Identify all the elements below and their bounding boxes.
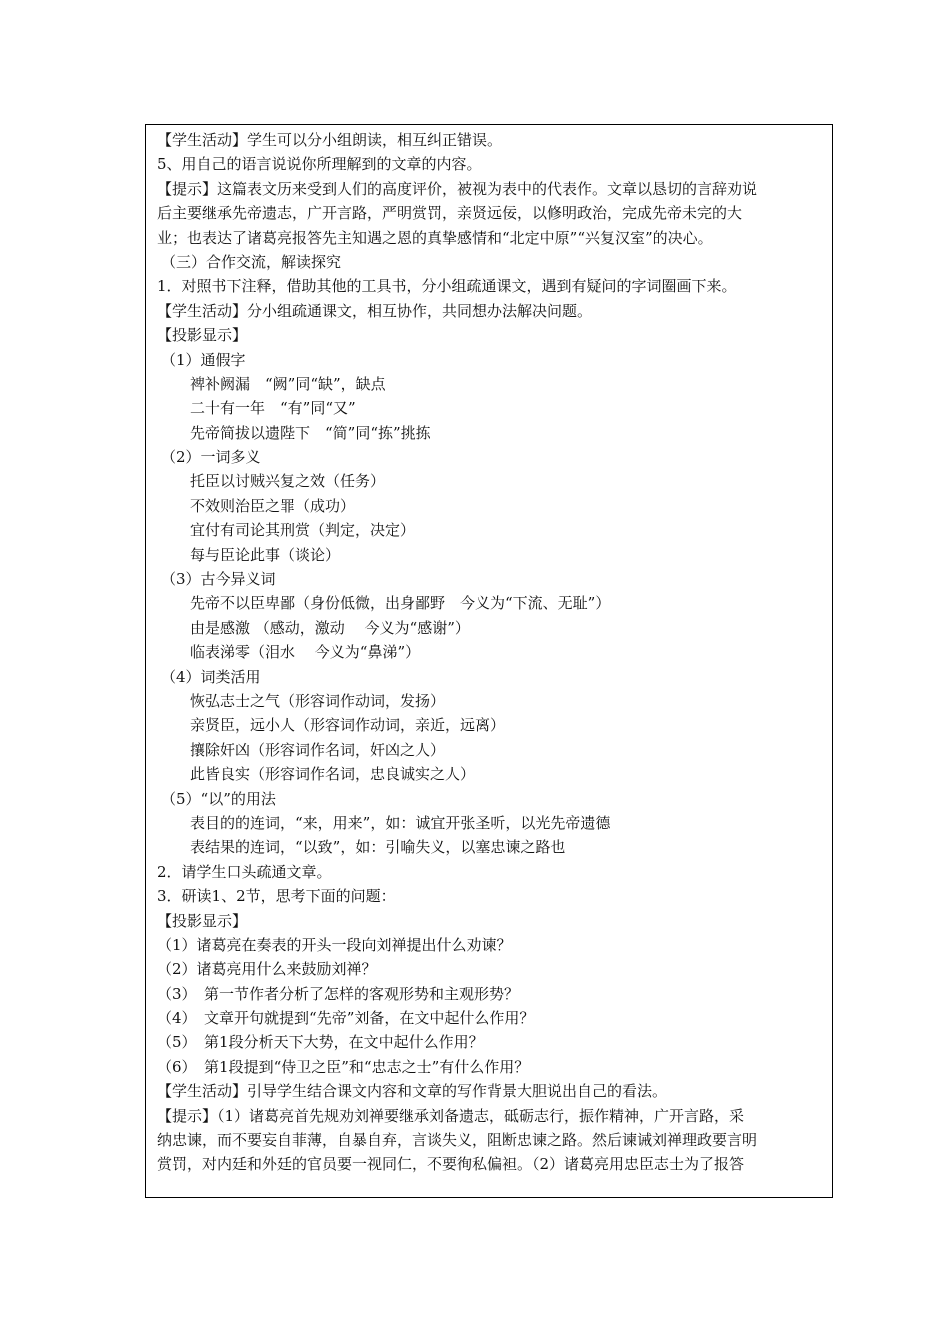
text-line: 先帝不以臣卑鄙（身份低微，出身鄙野 今义为“下流、无耻”） — [190, 594, 611, 613]
text-line: （1）通假字 — [161, 350, 246, 369]
text-line: （4）词类活用 — [161, 667, 261, 686]
text-line: 表结果的连词，“以致”，如：引喻失义，以塞忠谏之路也 — [190, 838, 566, 857]
text-line: 攘除奸凶（形容词作名词，奸凶之人） — [190, 740, 446, 759]
text-line: 临表涕零（泪水 今义为“鼻涕”） — [190, 643, 421, 662]
text-line: （1）诸葛亮在奏表的开头一段向刘禅提出什么劝谏？ — [157, 935, 512, 954]
text-line: 后主要继承先帝遗志，广开言路，严明赏罚，亲贤远佞，以修明政治，完成先帝未完的大 — [157, 204, 743, 223]
text-line: （2）一词多义 — [161, 448, 261, 467]
text-line: 3．研读1、2节，思考下面的问题： — [157, 887, 396, 906]
text-line: 【学生活动】引导学生结合课文内容和文章的写作背景大胆说出自己的看法。 — [157, 1082, 668, 1101]
text-line: （5） 第1段分析天下大势，在文中起什么作用？ — [157, 1033, 484, 1052]
text-line: 不效则治臣之罪（成功） — [190, 496, 356, 515]
text-line: 1．对照书下注释，借助其他的工具书，分小组疏通课文，遇到有疑问的字词圈画下来。 — [157, 277, 737, 296]
text-line: 托臣以讨贼兴复之效（任务） — [190, 472, 386, 491]
text-line: 【投影显示】 — [157, 911, 248, 930]
text-line: 裨补阙漏 “阙”同“缺”，缺点 — [190, 374, 386, 393]
text-line: 【学生活动】学生可以分小组朗读，相互纠正错误。 — [157, 131, 503, 149]
text-line: （3） 第一节作者分析了怎样的客观形势和主观形势？ — [157, 984, 520, 1003]
text-line: 5、用自己的语言说说你所理解到的文章的内容。 — [157, 155, 482, 174]
text-line: 纳忠谏，而不要妄自菲薄，自暴自弃，言谈失义，阻断忠谏之路。然后谏诫刘禅理政要言明 — [157, 1131, 758, 1150]
text-line: 先帝简拔以遗陛下 “简”同“拣”挑拣 — [190, 423, 431, 442]
text-line: 宜付有司论其刑赏（判定，决定） — [190, 521, 416, 540]
text-line: 由是感激 （感动，激动 今义为“感谢”） — [190, 618, 470, 637]
text-line: 每与臣论此事（谈论） — [190, 545, 341, 564]
text-line: 【投影显示】 — [157, 326, 248, 345]
text-line: 此皆良实（形容词作名词，忠良诚实之人） — [190, 765, 476, 784]
text-line: 恢弘志士之气（形容词作动词，发扬） — [190, 691, 446, 710]
text-line: 赏罚，对内廷和外廷的官员要一视同仁，不要徇私偏袒。（2）诸葛亮用忠臣志士为了报答 — [157, 1155, 745, 1174]
text-line: （5）“以”的用法 — [161, 789, 276, 808]
text-line: 亲贤臣，远小人（形容词作动词，亲近，远离） — [190, 716, 506, 735]
text-line: 业；也表达了诸葛亮报答先主知遇之恩的真挚感情和“北定中原”“兴复汉室”的决心。 — [157, 228, 713, 247]
text-line: 【提示】（1）诸葛亮首先规劝刘禅要继承刘备遗志，砥砺志行，振作精神，广开言路，采 — [157, 1106, 745, 1125]
text-line: 2．请学生口头疏通文章。 — [157, 862, 332, 881]
text-line: 二十有一年 “有”同“又” — [190, 399, 356, 418]
text-line: （3）古今异义词 — [161, 570, 276, 589]
document-body — [157, 128, 829, 1177]
text-line: （三）合作交流，解读探究 — [161, 252, 342, 271]
text-line: 【学生活动】分小组疏通课文，相互协作，共同想办法解决问题。 — [157, 301, 593, 320]
text-line: 【提示】这篇表文历来受到人们的高度评价，被视为表中的代表作。文章以恳切的言辞劝说 — [157, 179, 758, 198]
text-line: （2）诸葛亮用什么来鼓励刘禅？ — [157, 960, 377, 979]
text-line: 表目的的连词，“来，用来”，如：诚宜开张圣听，以光先帝遗德 — [190, 813, 611, 832]
text-line: （6） 第1段提到“侍卫之臣”和“忠志之士”有什么作用？ — [157, 1057, 530, 1076]
text-line: （4） 文章开句就提到“先帝”刘备，在文中起什么作用？ — [157, 1009, 535, 1028]
